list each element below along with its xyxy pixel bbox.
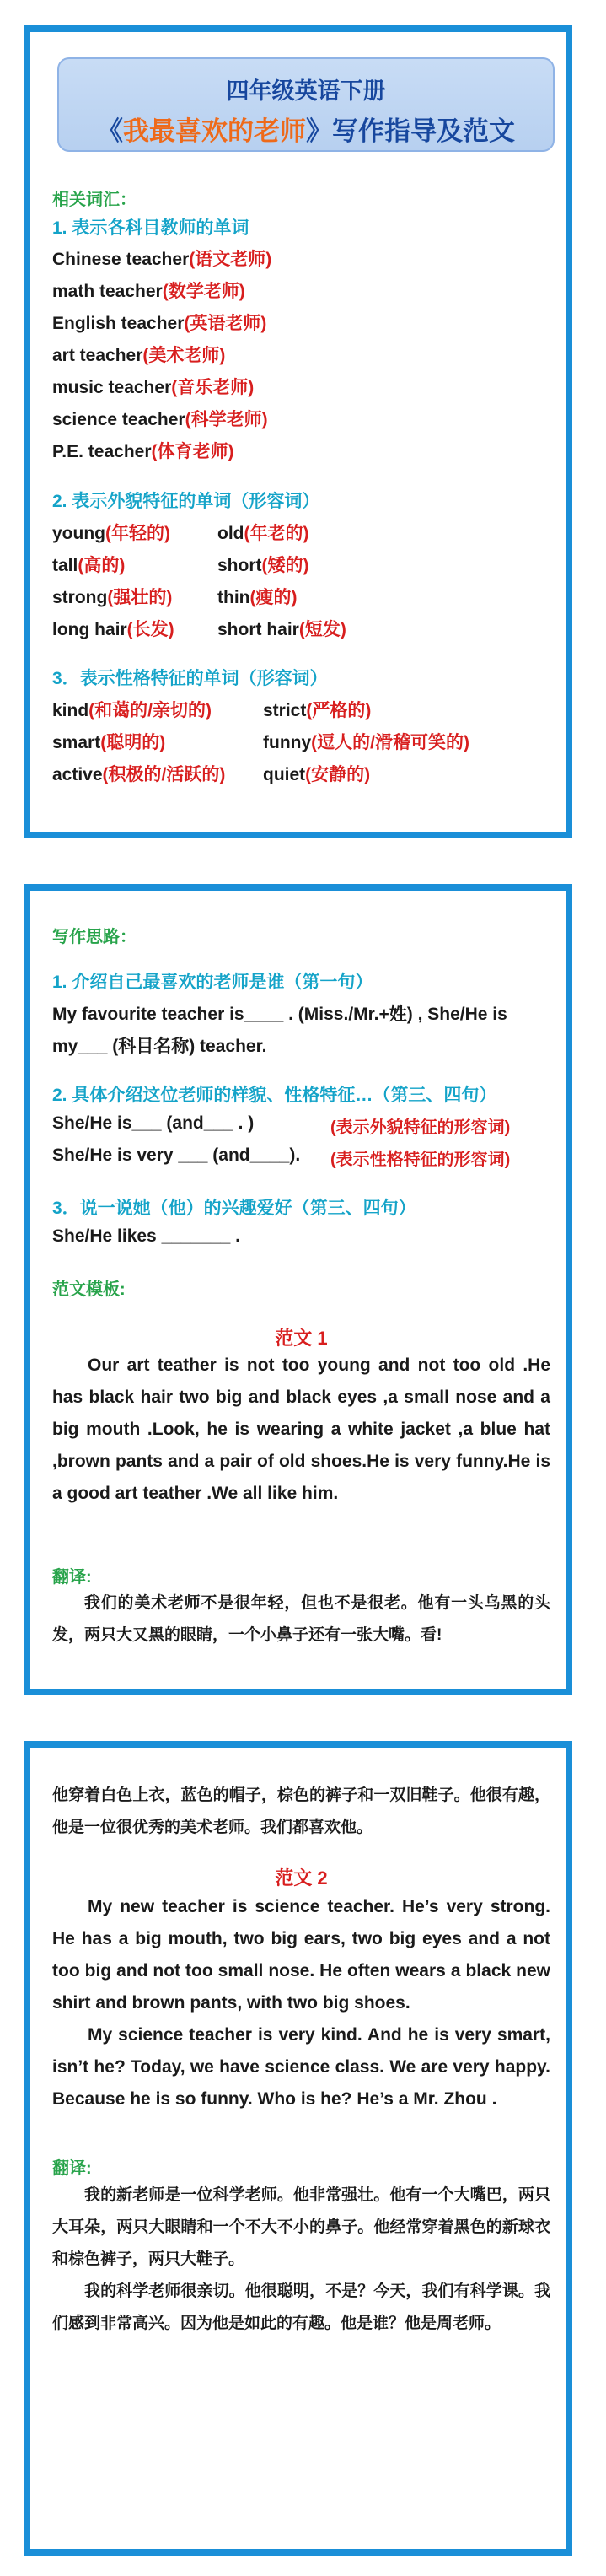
essay2-card [24, 1741, 572, 2556]
model-label: 范文模板: [52, 1280, 126, 1299]
essay2-paragraph2: My science teacher is very kind. And he is very smart, isn’t he? Today, we have science class. We are very happy. Because he is so funny. Who is he? He’s a Mr. Zhou . [52, 2025, 550, 2109]
translation1-text: 我们的美术老师不是很年轻，但也不是很老。他有一头乌黑的头发，两只大又黑的眼睛，一个小鼻子还有一张大嘴。看! [52, 1594, 550, 1644]
vocab-item: active(积极的/活跃的) [52, 765, 226, 784]
section-personality: 3．表示性格特征的单词（形容词） [52, 669, 328, 688]
vocab-item: math teacher(数学老师) [52, 282, 245, 301]
vocab-item: funny(逗人的/滑稽可笑的) [263, 733, 469, 752]
vocab-label: 相关词汇： [52, 191, 137, 209]
vocab-item: young(年轻的) [52, 524, 170, 543]
essay1-text: Our art teather is not too young and not too old .He has black hair two big and black eyes ,a small nose and a big mouth .Look, he is wearing a white jacket ,a blue hat ,brown pants and a pair of old shoes.He is very funny.He is a good art teather .We all like him. [52, 1355, 550, 1503]
translation-label: 翻译: [52, 1568, 92, 1587]
translation2-paragraph1: 我的新老师是一位科学老师。他非常强壮。他有一个大嘴巴，两只大耳朵，两只大眼睛和一个不大不小的鼻子。他经常穿着黑色的新球衣和棕色裤子，两只大鞋子。 [52, 2186, 550, 2268]
translation1-continued: 他穿着白色上衣，蓝色的帽子，棕色的裤子和一双旧鞋子。他很有趣，他是一位很优秀的美术老师。我们都喜欢他。 [52, 1786, 550, 1836]
vocab-item: short(矮的) [217, 556, 309, 575]
section-appearance: 2. 表示外貌特征的单词（形容词） [52, 492, 320, 511]
vocab-item: Chinese teacher(语文老师) [52, 250, 272, 269]
step3-heading: 3．说一说她（他）的兴趣爱好（第三、四句） [52, 1199, 416, 1218]
step3-line1: She/He likes _______ . [52, 1226, 240, 1246]
vocab-item: science teacher(科学老师) [52, 410, 268, 429]
vocab-item: kind(和蔼的/亲切的) [52, 701, 212, 720]
step2-note1: (表示外貌特征的形容词) [330, 1118, 511, 1137]
translation2-paragraph2: 我的科学老师很亲切。他很聪明，不是？今天，我们有科学课。我们感到非常高兴。因为他是如此的有趣。他是谁？他是周老师。 [52, 2282, 550, 2332]
vocab-item: music teacher(音乐老师) [52, 378, 255, 397]
vocab-item: strong(强壮的) [52, 588, 173, 607]
step2-heading: 2. 具体介绍这位老师的样貌、性格特征…（第三、四句） [52, 1086, 497, 1105]
vocabulary-card [24, 25, 572, 838]
step1-heading: 1. 介绍自己最喜欢的老师是谁（第一句） [52, 973, 373, 992]
essay1-title: 范文 1 [275, 1328, 328, 1349]
vocab-item: English teacher(英语老师) [52, 314, 267, 333]
vocab-item: long hair(长发) [52, 620, 174, 639]
title-highlight: 我最喜欢的老师 [123, 116, 306, 146]
vocab-item: smart(聪明的) [52, 733, 166, 752]
step2-line2: She/He is very ___ (and____). [52, 1145, 301, 1165]
vocab-item: short hair(短发) [217, 620, 346, 639]
writing-guide-card [24, 884, 572, 1695]
essay2-title: 范文 2 [275, 1867, 328, 1889]
step1-line2: my___ (科目名称) teacher. [52, 1037, 267, 1056]
title-main: 《我最喜欢的老师》写作指导及范文 [97, 116, 515, 146]
essay2-paragraph1: My new teacher is science teacher. He’s very strong. He has a big mouth, two big ears, two big eyes and a not too big and not too small nose. He often wears a black new shirt and brown pants, with two big shoes. [52, 1897, 550, 2013]
vocab-item: strict(严格的) [263, 701, 372, 720]
vocab-item: P.E. teacher(体育老师) [52, 442, 234, 461]
vocab-item: tall(高的) [52, 556, 126, 575]
vocab-item: old(年老的) [217, 524, 309, 543]
step2-line1: She/He is___ (and___ . ) [52, 1113, 255, 1133]
step2-note2: (表示性格特征的形容词) [330, 1151, 511, 1169]
section-subject-teachers: 1. 表示各科目教师的单词 [52, 218, 249, 238]
writing-ideas-label: 写作思路： [52, 928, 137, 946]
vocab-item: quiet(安静的) [263, 765, 371, 784]
vocab-item: thin(瘦的) [217, 588, 298, 607]
title-banner [57, 57, 555, 152]
vocab-item: art teacher(美术老师) [52, 346, 226, 365]
step1-line1: My favourite teacher is____ . (Miss./Mr.+姓) , She/He is [52, 1005, 507, 1024]
translation-label: 翻译: [52, 2159, 92, 2178]
title-grade: 四年级英语下册 [226, 78, 386, 104]
